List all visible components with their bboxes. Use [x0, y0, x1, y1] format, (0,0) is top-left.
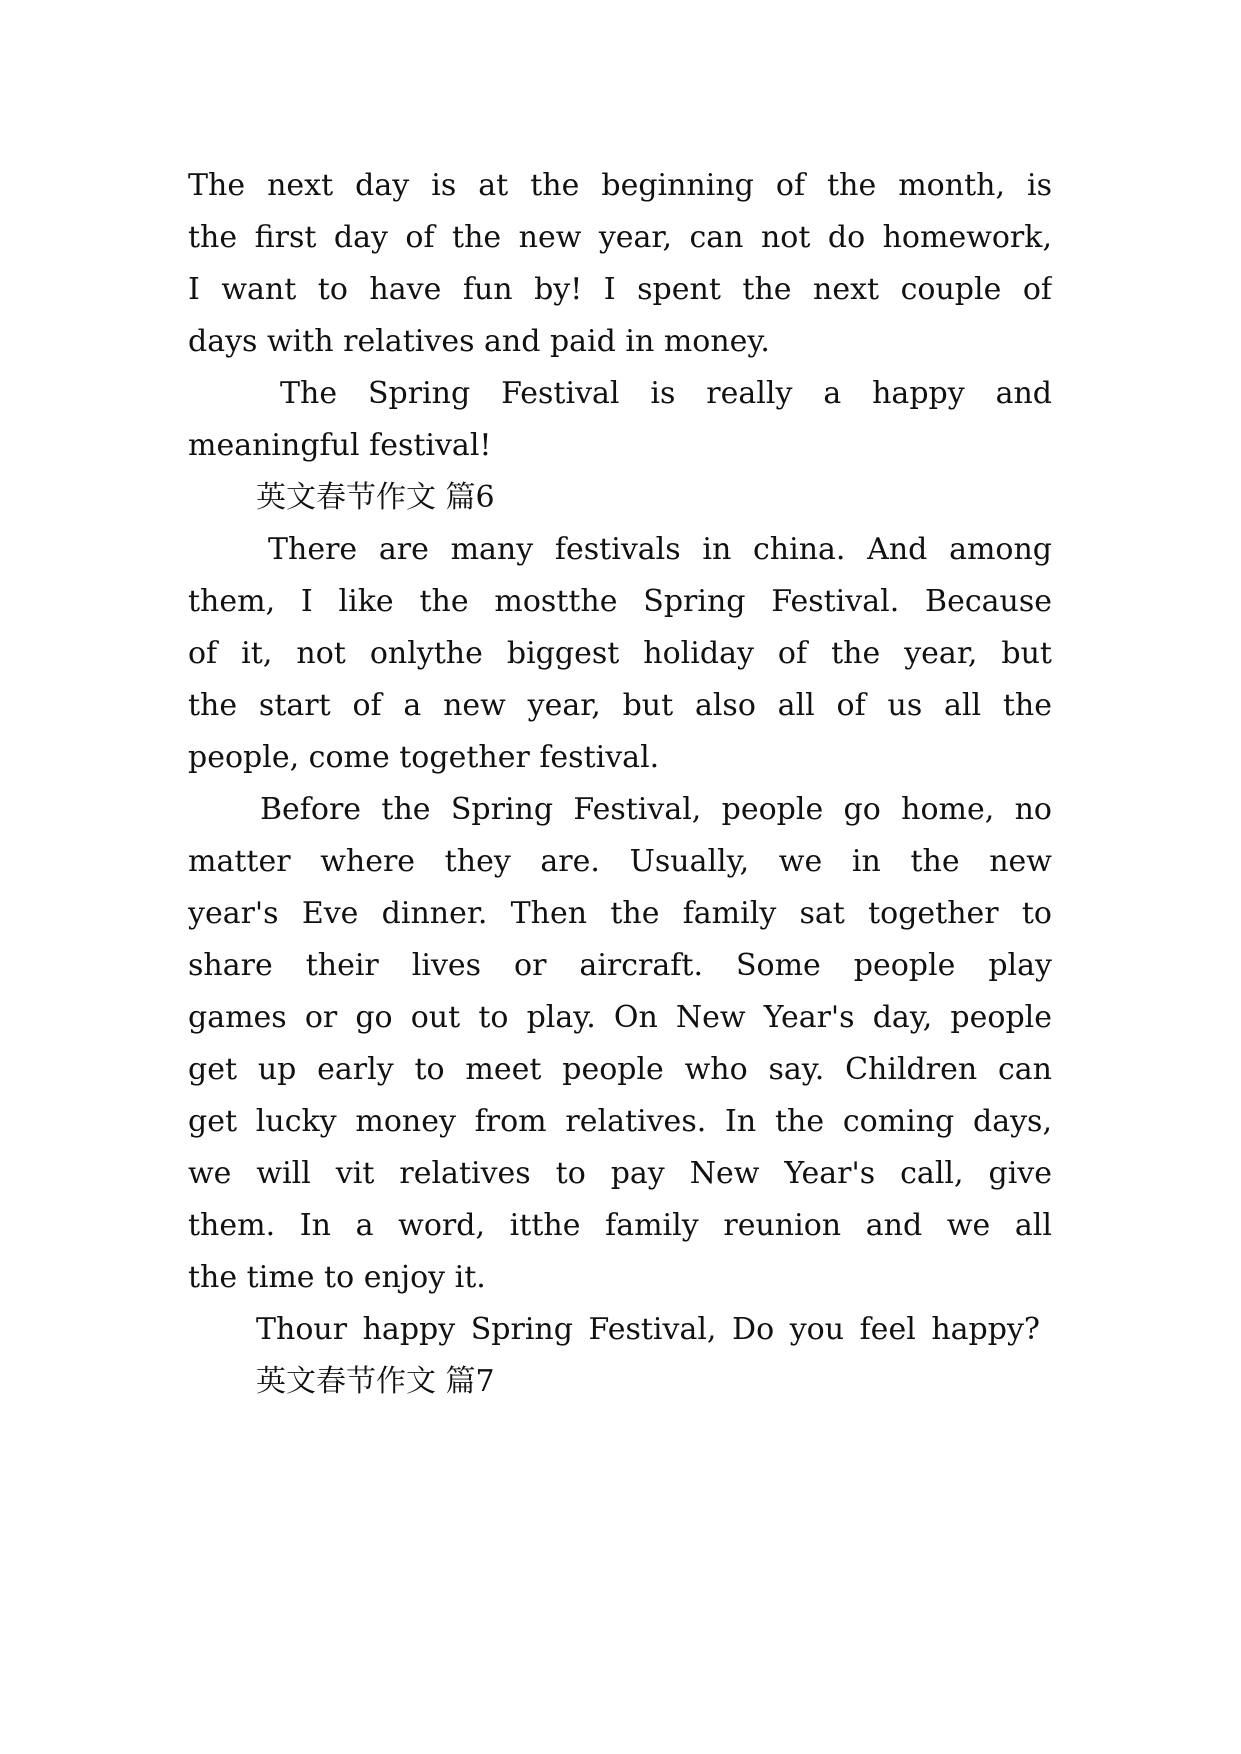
paragraph-line: the start of a new year, but also all of us all the: [188, 688, 1052, 723]
paragraph-line: of it, not onlythe biggest holiday of the year, but: [188, 636, 1052, 671]
paragraph-line: get up early to meet people who say. Children can: [188, 1052, 1052, 1087]
paragraph-line: matter where they are. Usually, we in the new: [188, 844, 1052, 879]
paragraph-line: year's Eve dinner. Then the family sat together to: [188, 896, 1052, 931]
paragraph-line: The next day is at the beginning of the month, is: [188, 168, 1052, 203]
paragraph-line: The Spring Festival is really a happy and: [280, 376, 1052, 411]
paragraph-line: them. In a word, itthe family reunion and we all: [188, 1208, 1052, 1243]
paragraph-line: the time to enjoy it.: [188, 1260, 486, 1295]
paragraph-line: the first day of the new year, can not do homework,: [188, 220, 1052, 255]
paragraph-line: people, come together festival.: [188, 740, 660, 775]
paragraph-line: we will vit relatives to pay New Year's call, give: [188, 1156, 1052, 1191]
paragraph-line: There are many festivals in china. And among: [268, 532, 1052, 567]
paragraph-line: I want to have fun by! I spent the next couple of: [188, 272, 1052, 307]
section-heading: 英文春节作文 篇7: [256, 1364, 495, 1399]
paragraph-line: get lucky money from relatives. In the coming days,: [188, 1104, 1052, 1139]
section-heading: 英文春节作文 篇6: [256, 480, 495, 515]
paragraph-line: them, I like the mostthe Spring Festival. Because: [188, 584, 1052, 619]
paragraph-line: meaningful festival!: [188, 428, 492, 463]
paragraph-line: Thour happy Spring Festival, Do you feel happy?: [256, 1312, 1040, 1347]
paragraph-line: days with relatives and paid in money.: [188, 324, 770, 359]
paragraph-line: share their lives or aircraft. Some people play: [188, 948, 1052, 983]
paragraph-line: Before the Spring Festival, people go home, no: [260, 792, 1052, 827]
paragraph-line: games or go out to play. On New Year's day, people: [188, 1000, 1052, 1035]
